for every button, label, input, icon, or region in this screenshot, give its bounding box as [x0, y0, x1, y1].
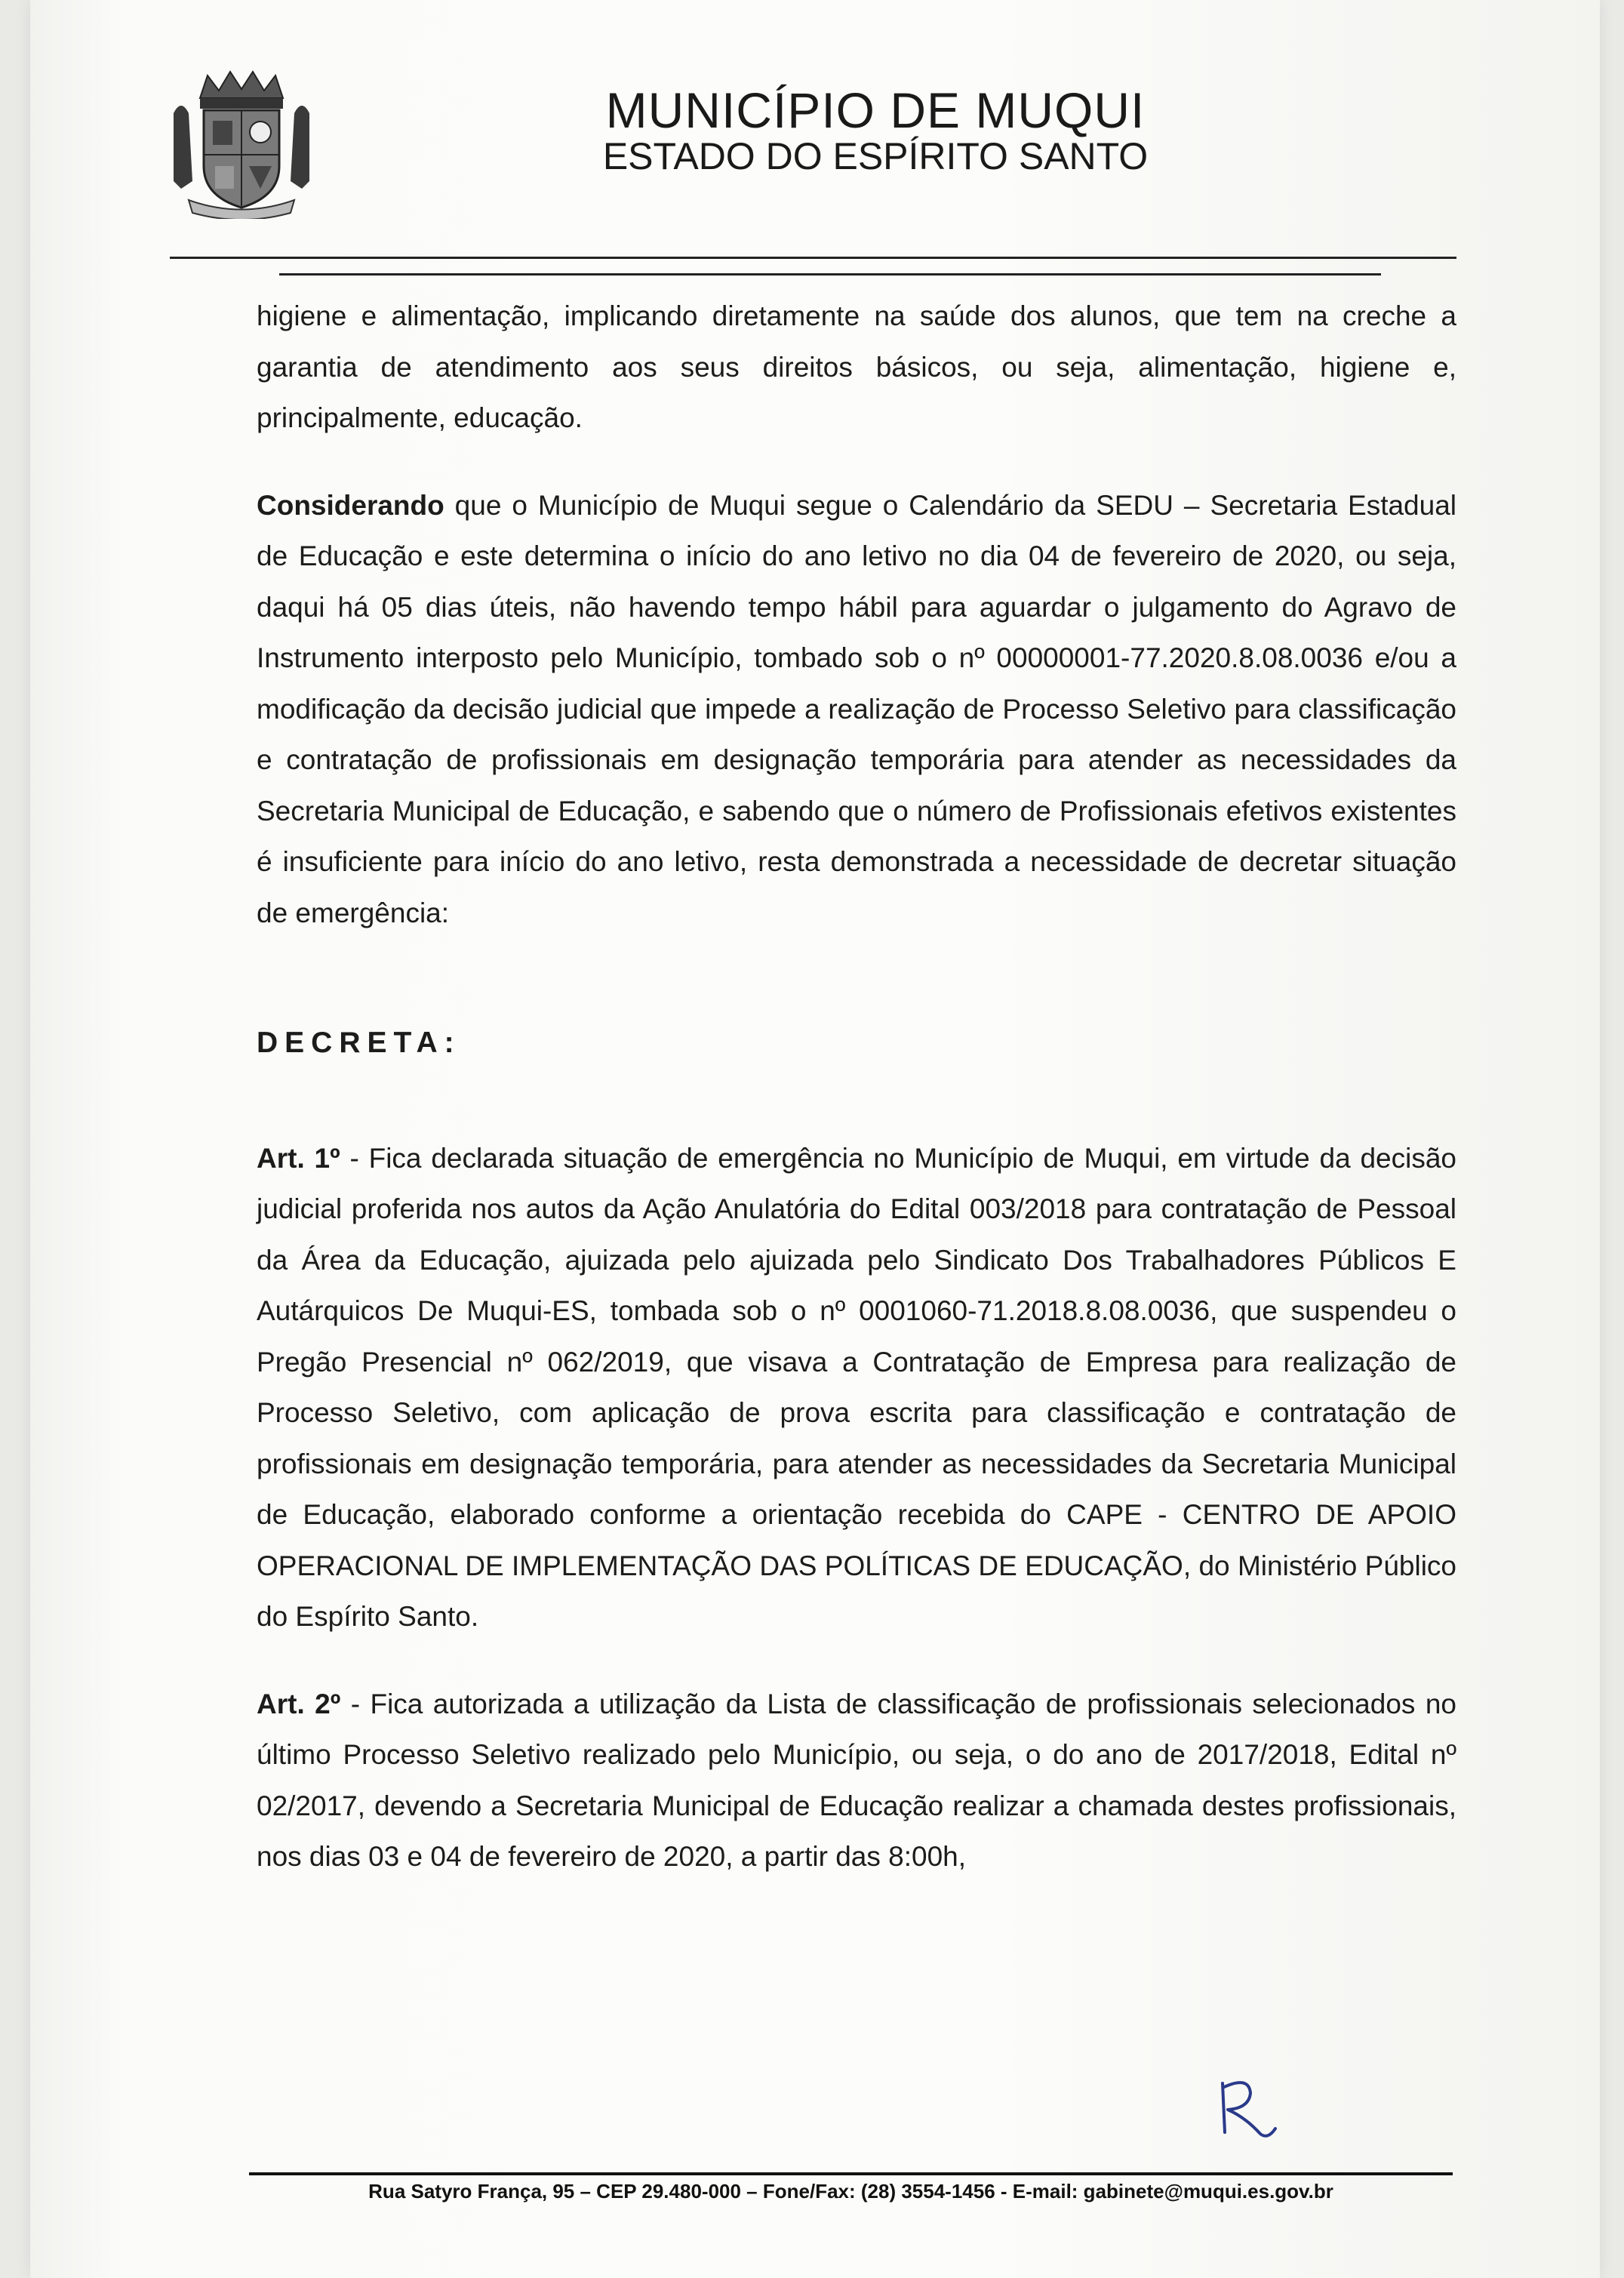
municipal-coat-of-arms-icon [158, 68, 324, 219]
handwritten-initial [1204, 2064, 1287, 2147]
article-2-text: - Fica autorizada a utilização da Lista de classificação de profissionais selecionados no último Processo Seletivo realizado pelo Município, ou seja, o do ano de 2017/2018, Edital nº 02/2017, devendo a Secretaria Municipal de Educação realizar a chamada destes profissionais, nos dias 03 e 04 de fevereiro de 2020, a partir das 8:00h, [257, 1688, 1457, 1872]
decreta-heading: DECRETA: [257, 1027, 461, 1059]
header-divider-top [170, 257, 1456, 259]
document-page [30, 0, 1600, 2278]
document-body [257, 291, 1456, 1919]
footer-address: Rua Satyro França, 95 – CEP 29.480-000 – Fone/Fax: (28) 3554-1456 - E-mail: gabinete@muqui.es.gov.br [368, 2180, 1333, 2203]
article-2 [257, 1679, 1456, 1882]
paragraph-considerando [257, 480, 1456, 939]
article-1 [257, 1133, 1456, 1642]
header-divider-bottom [279, 273, 1381, 276]
article-1-lead: Art. 1º [257, 1142, 340, 1174]
article-1-text: - Fica declarada situação de emergência no Município de Muqui, em virtude da decisão judicial proferida nos autos da Ação Anulatória do Edital 003/2018 para contratação de Pessoal da Área da Educação, ajuizada pelo ajuizada pelo Sindicato Dos Trabalhadores Públicos E Autárquicos De Muqui-ES, tombada sob o nº 0001060-71.2018.8.08.0036, que suspendeu o Pregão Presencial nº 062/2019, que visava a Contratação de Empresa para realização de Processo Seletivo, com aplicação de prova escrita para classificação e contratação de profissionais em designação temporária, para atender as necessidades da Secretaria Municipal de Educação, elaborado conforme a orientação recebida do CAPE - CENTRO DE APOIO OPERACIONAL DE IMPLEMENTAÇÃO DAS POLÍTICAS DE EDUCAÇÃO, do Ministério Público do Espírito Santo. [257, 1142, 1457, 1632]
considerando-text: que o Município de Muqui segue o Calendário da SEDU – Secretaria Estadual de Educação e este determina o início do ano letivo no dia 04 de fevereiro de 2020, ou seja, daqui há 05 dias úteis, não havendo tempo hábil para aguardar o julgamento do Agravo de Instrumento interposto pelo Município, tombado sob o nº 00000001-77.2020.8.08.0036 e/ou a modificação da decisão judicial que impede a realização de Processo Seletivo para classificação e contratação de profissionais em designação temporária para atender as necessidades da Secretaria Municipal de Educação, e sabendo que o número de Profissionais efetivos existentes é insuficiente para início do ano letivo, resta demonstrada a necessidade de decretar situação de emergência: [257, 489, 1456, 928]
header-subtitle: ESTADO DO ESPÍRITO SANTO [602, 135, 1149, 177]
paragraph-intro: higiene e alimentação, implicando diretamente na saúde dos alunos, que tem na creche a garantia de atendimento aos seus direitos básicos, ou seja, alimentação, higiene e, principalmente, educação. [257, 300, 1456, 433]
footer-divider [249, 2172, 1453, 2175]
header-title: MUNICÍPIO DE MUQUI [605, 82, 1146, 138]
article-2-lead: Art. 2º [257, 1688, 341, 1719]
considerando-lead: Considerando [257, 489, 444, 521]
